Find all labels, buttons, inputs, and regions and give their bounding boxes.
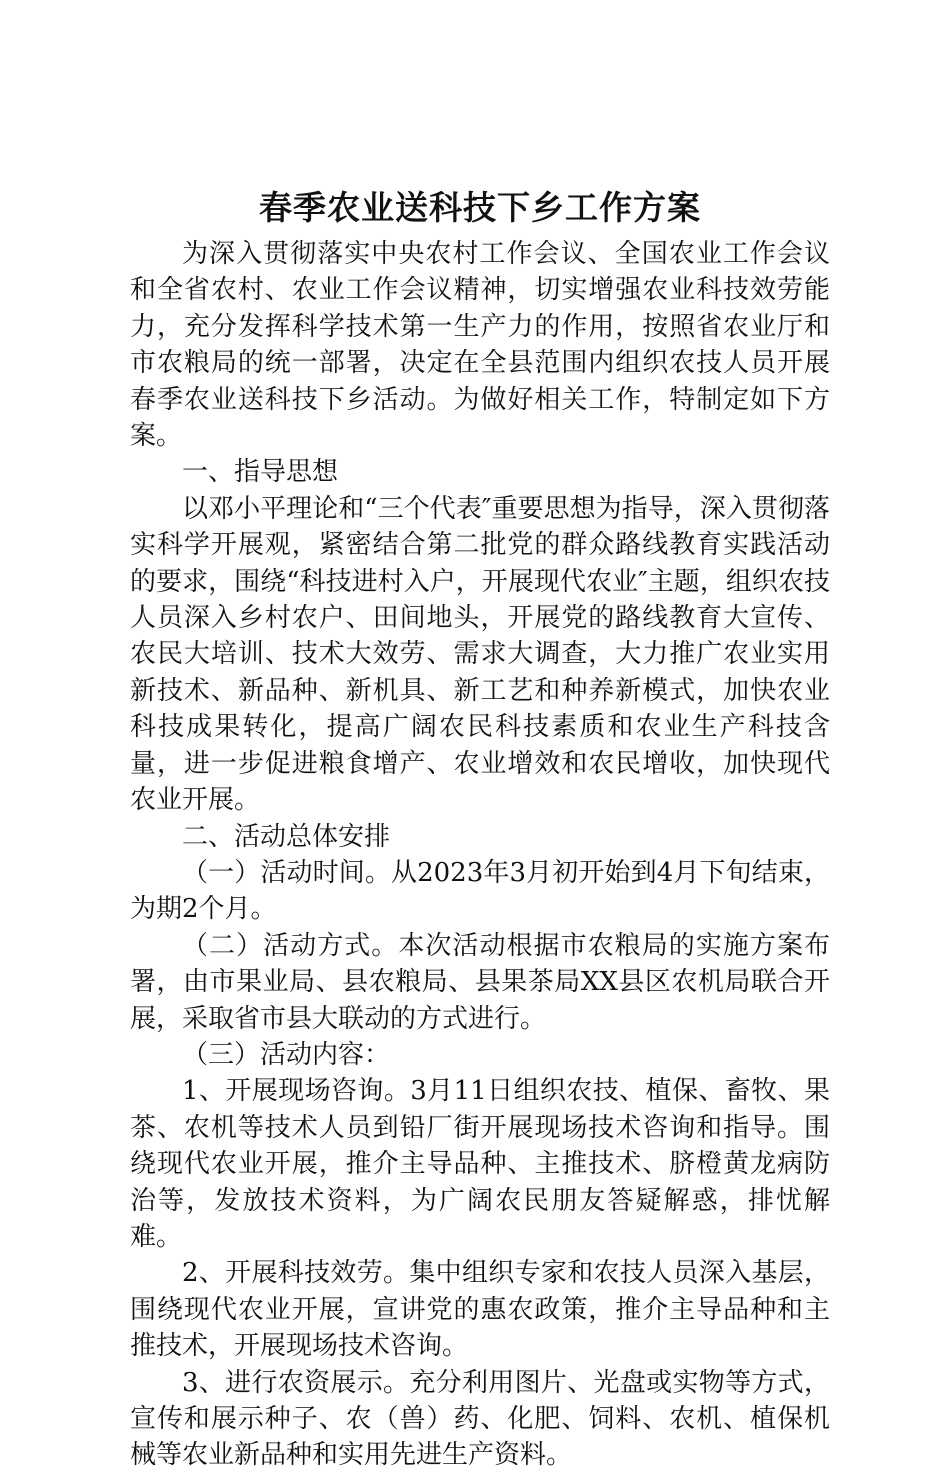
document-title: 春季农业送科技下乡工作方案 bbox=[259, 188, 701, 227]
activity-time-paragraph: （一）活动时间。从2023年3月初开始到4月下旬结束，为期2个月。 bbox=[130, 857, 830, 925]
content-item-exhibition: 3、进行农资展示。充分利用图片、光盘或实物等方式，宣传和展示种子、农（兽）药、化肥、饲料、农机、植保机械等农业新品种和实用先进生产资料。 bbox=[130, 1367, 830, 1471]
content-item-consultation: 1、开展现场咨询。3月11日组织农技、植保、畜牧、果茶、农机等技术人员到铅厂街开展现场技术咨询和指导。围绕现代农业开展，推介主导品种、主推技术、脐橙黄龙病防治等，发放技术资料，为广阔农民朋友答疑解惑，排忧解难。 bbox=[130, 1076, 830, 1252]
content-item-tech-service: 2、开展科技效劳。集中组织专家和农技人员深入基层，围绕现代农业开展，宣讲党的惠农政策，推介主导品种和主推技术，开展现场技术咨询。 bbox=[130, 1258, 830, 1362]
section-heading-guiding-ideology: 一、指导思想 bbox=[182, 457, 339, 488]
document-body bbox=[130, 184, 830, 1474]
section-heading-overall-arrangement: 二、活动总体安排 bbox=[182, 821, 391, 852]
intro-paragraph: 为深入贯彻落实中央农村工作会议、全国农业工作会议和全省农村、农业工作会议精神，切实增强农业科技效劳能力，充分发挥科学技术第一生产力的作用，按照省农业厅和市农粮局的统一部署，决定在全县范围内组织农技人员开展春季农业送科技下乡活动。为做好相关工作，特制定如下方案。 bbox=[130, 239, 830, 452]
guiding-ideology-paragraph: 以邓小平理论和“三个代表″重要思想为指导，深入贯彻落实科学开展观，紧密结合第二批党的群众路线教育实践活动的要求，围绕“科技进村入户，开展现代农业″主题，组织农技人员深入乡村农户、田间地头，开展党的路线教育大宣传、农民大培训、技术大效劳、需求大调查，大力推广农业实用新技术、新品种、新机具、新工艺和种养新模式，加快农业科技成果转化，提高广阔农民科技素质和农业生产科技含量，进一步促进粮食增产、农业增效和农民增收，加快现代农业开展。 bbox=[130, 493, 830, 816]
activity-method-paragraph: （二）活动方式。本次活动根据市农粮局的实施方案布署，由市果业局、县农粮局、县果茶局XX县区农机局联合开展，采取省市县大联动的方式进行。 bbox=[130, 930, 830, 1034]
activity-content-heading: （三）活动内容： bbox=[182, 1039, 391, 1070]
